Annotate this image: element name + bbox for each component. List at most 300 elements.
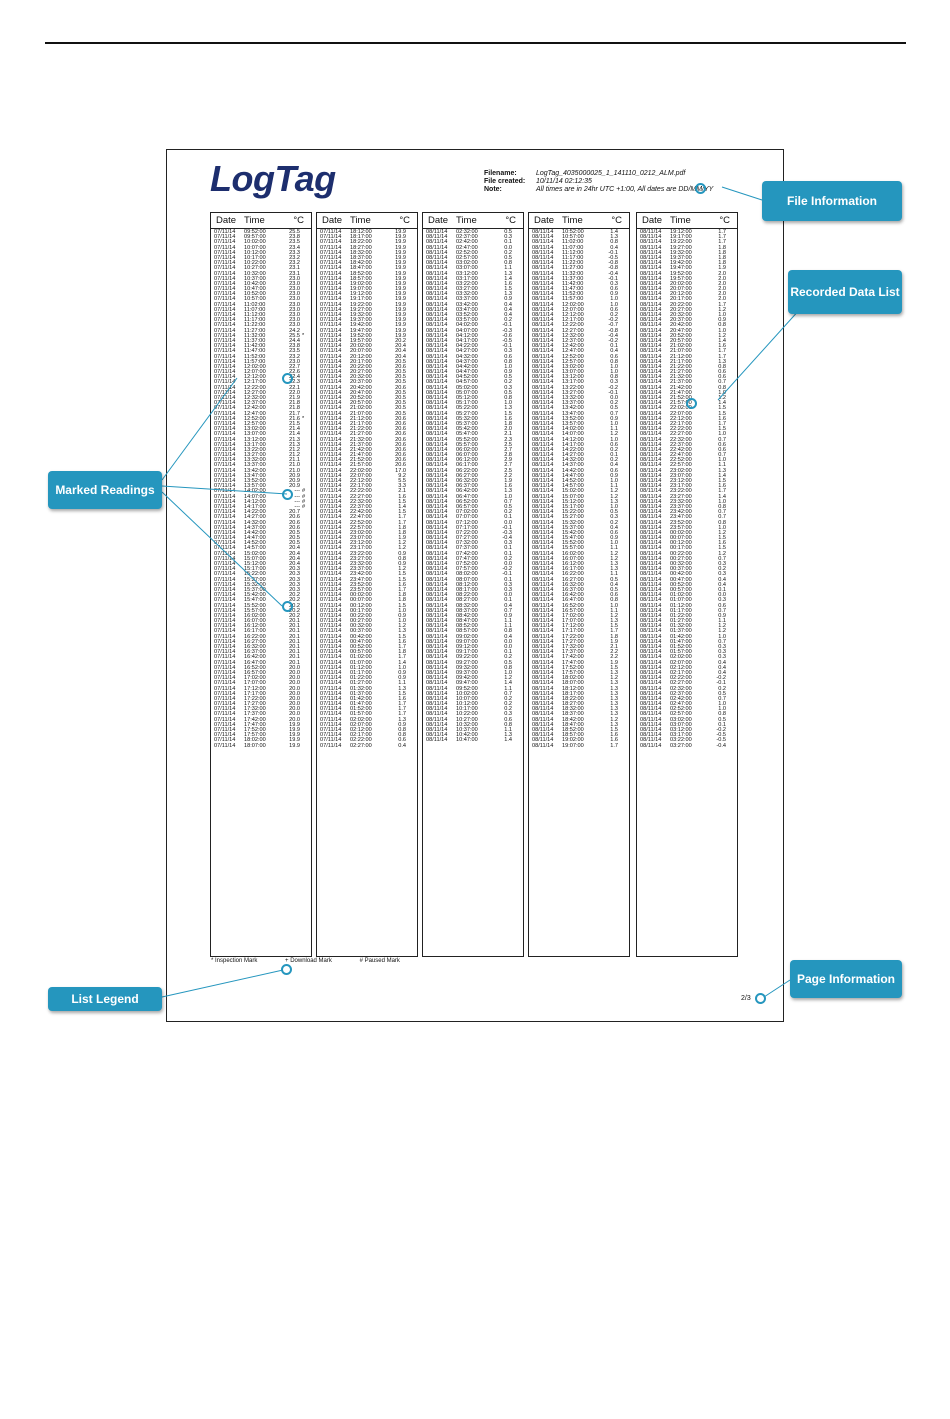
row-time: 22:12:00	[350, 478, 372, 484]
row-temperature: 1.0	[504, 669, 512, 676]
row-time: 14:02:00	[244, 488, 266, 495]
row-date: 07/11/14	[214, 431, 236, 438]
row-time: 16:37:00	[562, 586, 584, 593]
row-time: 02:42:00	[456, 239, 478, 246]
row-date: 07/11/14	[320, 509, 342, 516]
row-time: 04:52:00	[456, 374, 478, 381]
row-date: 07/11/14	[214, 301, 236, 308]
row-date: 08/11/14	[532, 644, 554, 650]
row-time: 06:57:00	[456, 503, 478, 510]
row-date: 08/11/14	[532, 607, 554, 614]
row-temperature: 1.2	[718, 628, 726, 635]
row-temperature: 1.5	[398, 690, 406, 697]
row-date: 08/11/14	[640, 426, 662, 433]
row-time: 15:47:00	[244, 597, 266, 604]
row-time: 13:32:00	[562, 395, 584, 401]
row-temperature: 1.8	[398, 592, 406, 599]
row-date: 07/11/14	[214, 395, 236, 401]
row-temperature: 0.1	[718, 721, 726, 728]
row-temperature: -0.5	[502, 337, 512, 344]
row-temperature: 19.9	[395, 322, 406, 329]
row-time: 04:12:00	[456, 332, 478, 339]
row-time: 18:07:00	[562, 680, 584, 687]
row-time: 02:47:00	[670, 701, 692, 708]
row-temperature: 20.6	[395, 457, 406, 464]
row-date: 08/11/14	[532, 602, 554, 609]
row-date: 07/11/14	[214, 706, 236, 713]
row-temperature: -0.8	[608, 265, 618, 272]
row-time: 03:02:00	[456, 260, 478, 267]
row-temperature: 1.7	[718, 301, 726, 308]
row-date: 08/11/14	[532, 301, 554, 308]
row-date: 08/11/14	[426, 483, 448, 490]
row-time: 13:07:00	[562, 369, 584, 376]
row-date: 08/11/14	[640, 706, 662, 713]
row-date: 07/11/14	[320, 592, 342, 599]
row-time: 01:52:00	[350, 706, 372, 713]
row-temperature: 0.6	[718, 602, 726, 609]
row-temperature: 20.0	[289, 716, 300, 723]
row-time: 14:32:00	[562, 457, 584, 464]
row-temperature: 20.1	[289, 638, 300, 645]
row-temperature: 20.6	[289, 524, 300, 531]
row-date: 08/11/14	[640, 675, 662, 682]
row-temperature: 21.2	[289, 446, 300, 453]
row-temperature: 20.5	[395, 400, 406, 407]
row-temperature: 1.0	[718, 389, 726, 396]
row-time: 19:07:00	[350, 286, 372, 293]
row-date: 07/11/14	[214, 296, 236, 303]
row-date: 08/11/14	[640, 659, 662, 666]
row-date: 08/11/14	[640, 618, 662, 625]
row-time: 07:37:00	[456, 545, 478, 552]
row-time: 00:47:00	[670, 576, 692, 583]
row-date: 08/11/14	[532, 483, 554, 490]
row-time: 03:22:00	[456, 280, 478, 287]
row-time: 20:02:00	[670, 280, 692, 287]
row-time: 16:42:00	[244, 654, 266, 661]
row-time: 01:52:00	[670, 644, 692, 650]
row-time: 13:52:00	[244, 478, 266, 484]
header-unit: °C	[293, 215, 304, 226]
row-temperature: 24.2	[289, 327, 300, 334]
row-time: 02:57:00	[670, 711, 692, 718]
row-date: 08/11/14	[640, 732, 662, 739]
row-temperature: 0.8	[504, 395, 512, 401]
row-time: 06:07:00	[456, 452, 478, 459]
row-time: 12:47:00	[562, 348, 584, 355]
row-time: 13:47:00	[562, 410, 584, 417]
row-temperature: 0.2	[504, 249, 512, 256]
row-time: 01:12:00	[350, 664, 372, 671]
row-date: 07/11/14	[320, 524, 342, 531]
row-time: 23:22:00	[670, 488, 692, 495]
row-time: 00:42:00	[670, 571, 692, 578]
row-temperature: 1.1	[610, 426, 618, 433]
row-date: 07/11/14	[214, 638, 236, 645]
row-temperature: 0.5	[504, 389, 512, 396]
row-date: 07/11/14	[214, 369, 236, 376]
row-temperature: 1.7	[718, 353, 726, 360]
row-temperature: 1.3	[610, 711, 618, 718]
row-date: 07/11/14	[320, 467, 342, 474]
row-date: 08/11/14	[426, 353, 448, 360]
row-time: 17:17:00	[244, 690, 266, 697]
row-time: 12:37:00	[562, 337, 584, 344]
row-time: 03:32:00	[456, 291, 478, 298]
row-temperature: 1.7	[398, 706, 406, 713]
row-temperature: 0.2	[504, 706, 512, 713]
row-time: 20:37:00	[350, 379, 372, 386]
row-time: 01:47:00	[670, 638, 692, 645]
row-date: 08/11/14	[532, 592, 554, 599]
row-time: 23:27:00	[670, 493, 692, 500]
row-time: 02:37:00	[670, 690, 692, 697]
row-temperature: 0.5	[504, 229, 512, 235]
row-temperature: 1.1	[610, 571, 618, 578]
row-time: 03:17:00	[670, 732, 692, 739]
row-temperature: 0.9	[610, 535, 618, 542]
row-temperature: 22.0	[289, 389, 300, 396]
row-temperature: 1.5	[610, 623, 618, 630]
row-date: 08/11/14	[426, 280, 448, 287]
row-time: 22:37:00	[350, 503, 372, 510]
row-date: 07/11/14	[320, 607, 342, 614]
row-date: 08/11/14	[532, 576, 554, 583]
row-temperature: 1.4	[398, 503, 406, 510]
row-time: 20:02:00	[350, 343, 372, 350]
row-date: 08/11/14	[426, 685, 448, 692]
row-date: 08/11/14	[426, 638, 448, 645]
row-date: 08/11/14	[532, 317, 554, 324]
row-time: 07:57:00	[456, 566, 478, 573]
row-temperature: 1.0	[398, 607, 406, 614]
row-temperature: 0.1	[504, 514, 512, 521]
row-time: 11:47:00	[244, 348, 266, 355]
row-time: 05:07:00	[456, 389, 478, 396]
row-temperature: 1.3	[610, 690, 618, 697]
row-time: 14:32:00	[244, 519, 266, 526]
row-temperature: 1.0	[504, 363, 512, 370]
row-time: 18:17:00	[350, 234, 372, 241]
row-time: 19:27:00	[670, 244, 692, 251]
row-temperature: 2.1	[504, 431, 512, 438]
row-temperature: 20.4	[395, 343, 406, 350]
row-temperature: 0.0	[504, 244, 512, 251]
row-time: 02:12:00	[350, 727, 372, 733]
row-temperature: 20.9	[289, 483, 300, 490]
row-date: 08/11/14	[426, 389, 448, 396]
row-temperature: 0.6	[610, 467, 618, 474]
row-temperature: 1.2	[718, 529, 726, 536]
row-time: 14:12:00	[562, 436, 584, 443]
row-temperature: 0.0	[504, 519, 512, 526]
row-temperature: 0.4	[718, 659, 726, 666]
leader-marked-2	[162, 483, 287, 494]
row-time: 12:57:00	[562, 358, 584, 365]
row-date: 08/11/14	[532, 462, 554, 469]
row-temperature: -0.7	[608, 322, 618, 329]
row-mark: #	[302, 488, 306, 495]
row-date: 08/11/14	[426, 457, 448, 464]
row-time: 11:07:00	[562, 244, 584, 251]
row-time: 13:47:00	[244, 472, 266, 479]
row-time: 15:02:00	[562, 488, 584, 495]
row-temperature: 0.7	[718, 638, 726, 645]
row-date: 07/11/14	[214, 685, 236, 692]
row-date: 07/11/14	[320, 612, 342, 619]
row-temperature: 2.2	[504, 472, 512, 479]
row-temperature: 23.3	[289, 249, 300, 256]
row-temperature: 19.9	[395, 265, 406, 272]
row-date: 07/11/14	[320, 322, 342, 329]
row-temperature: 20.6	[395, 420, 406, 427]
row-date: 08/11/14	[532, 239, 554, 246]
row-time: 05:12:00	[456, 395, 478, 401]
row-time: 15:32:00	[562, 519, 584, 526]
row-time: 00:57:00	[350, 649, 372, 656]
row-date: 07/11/14	[320, 695, 342, 702]
row-time: 17:07:00	[244, 680, 266, 687]
row-temperature: 22.6	[289, 369, 300, 376]
row-time: 13:32:00	[244, 457, 266, 464]
row-temperature: 23.0	[289, 296, 300, 303]
row-time: 03:22:00	[670, 737, 692, 744]
row-time: 12:27:00	[244, 389, 266, 396]
row-temperature: 20.1	[289, 649, 300, 656]
row-temperature: -0.1	[502, 343, 512, 350]
row-time: 00:12:00	[670, 540, 692, 547]
row-date: 08/11/14	[640, 280, 662, 287]
row-temperature: 19.9	[289, 732, 300, 739]
row-date: 08/11/14	[532, 436, 554, 443]
row-time: 17:07:00	[562, 618, 584, 625]
row-date: 08/11/14	[640, 317, 662, 324]
row-date: 07/11/14	[320, 519, 342, 526]
row-date: 08/11/14	[640, 260, 662, 267]
row-time: 09:42:00	[456, 675, 478, 682]
row-time: 22:02:00	[670, 405, 692, 412]
row-temperature: 0.0	[610, 395, 618, 401]
row-time: 14:22:00	[562, 446, 584, 453]
row-date: 07/11/14	[214, 503, 236, 510]
row-temperature: 20.5	[395, 395, 406, 401]
row-time: 00:52:00	[670, 581, 692, 588]
row-temperature: 0.9	[718, 612, 726, 619]
row-date: 08/11/14	[532, 249, 554, 256]
row-date: 08/11/14	[426, 337, 448, 344]
row-time: 10:57:00	[244, 296, 266, 303]
row-date: 08/11/14	[640, 389, 662, 396]
row-date: 08/11/14	[640, 597, 662, 604]
row-temperature: 20.1	[289, 659, 300, 666]
row-temperature: 0.8	[504, 721, 512, 728]
row-temperature: 23.0	[289, 358, 300, 365]
row-temperature: 2.7	[504, 462, 512, 469]
row-temperature: 20.9	[289, 472, 300, 479]
row-time: 16:22:00	[244, 633, 266, 640]
row-time: 14:22:00	[244, 509, 266, 516]
row-date: 07/11/14	[214, 405, 236, 412]
row-time: 00:37:00	[350, 628, 372, 635]
row-date: 07/11/14	[320, 291, 342, 298]
row-temperature: 20.6	[395, 426, 406, 433]
row-date: 08/11/14	[640, 737, 662, 744]
row-temperature: 1.3	[610, 561, 618, 567]
row-time: 15:12:00	[244, 561, 266, 567]
row-time: 16:57:00	[562, 607, 584, 614]
row-date: 07/11/14	[320, 555, 342, 562]
row-date: 07/11/14	[320, 633, 342, 640]
row-temperature: 1.8	[398, 529, 406, 536]
row-temperature: -0.2	[716, 727, 726, 733]
row-time: 02:47:00	[456, 244, 478, 251]
row-time: 20:12:00	[350, 353, 372, 360]
row-date: 08/11/14	[640, 571, 662, 578]
row-temperature: 22.3	[289, 379, 300, 386]
row-temperature: 1.7	[398, 654, 406, 661]
row-time: 02:22:00	[670, 675, 692, 682]
row-temperature: 2.1	[610, 644, 618, 650]
row-time: 18:32:00	[562, 706, 584, 713]
row-time: 12:12:00	[244, 374, 266, 381]
row-date: 08/11/14	[426, 265, 448, 272]
row-temperature: 20.5	[395, 374, 406, 381]
row-time: 10:47:00	[456, 737, 478, 744]
row-time: 21:52:00	[670, 395, 692, 401]
row-time: 17:22:00	[562, 633, 584, 640]
row-temperature: 20.2	[289, 612, 300, 619]
row-date: 08/11/14	[640, 312, 662, 318]
row-time: 22:07:00	[350, 472, 372, 479]
row-date: 07/11/14	[320, 249, 342, 256]
row-time: 17:37:00	[562, 649, 584, 656]
row-date: 08/11/14	[640, 369, 662, 376]
row-time: 20:12:00	[670, 291, 692, 298]
row-time: 03:07:00	[456, 265, 478, 272]
row-temperature: 1.8	[398, 597, 406, 604]
row-time: 13:37:00	[562, 400, 584, 407]
row-date: 08/11/14	[640, 649, 662, 656]
row-temperature: -0.3	[502, 327, 512, 334]
row-time: 10:27:00	[456, 716, 478, 723]
row-time: 01:37:00	[670, 628, 692, 635]
row-temperature: 0.2	[504, 695, 512, 702]
row-date: 08/11/14	[426, 509, 448, 516]
row-time: 04:37:00	[456, 358, 478, 365]
row-temperature: 2.5	[504, 441, 512, 448]
row-date: 08/11/14	[532, 229, 554, 235]
row-date: 07/11/14	[320, 540, 342, 547]
row-temperature: 2.5	[504, 467, 512, 474]
row-temperature: -0.2	[608, 337, 618, 344]
row-temperature: 0.2	[610, 312, 618, 318]
row-time: 18:37:00	[350, 254, 372, 261]
row-date: 08/11/14	[532, 509, 554, 516]
row-date: 07/11/14	[214, 327, 236, 334]
row-temperature: 0.2	[610, 400, 618, 407]
row-temperature: 1.3	[504, 405, 512, 412]
row-temperature: -0.1	[608, 389, 618, 396]
row-date: 07/11/14	[320, 420, 342, 427]
row-date: 08/11/14	[426, 229, 448, 235]
row-time: 07:52:00	[456, 561, 478, 567]
row-date: 07/11/14	[320, 337, 342, 344]
row-time: 11:07:00	[244, 306, 266, 313]
row-temperature: 1.3	[610, 685, 618, 692]
row-time: 16:12:00	[244, 623, 266, 630]
row-date: 08/11/14	[640, 540, 662, 547]
row-temperature: 0.9	[610, 291, 618, 298]
row-time: 00:32:00	[350, 623, 372, 630]
row-time: 16:02:00	[244, 612, 266, 619]
row-date: 08/11/14	[426, 690, 448, 697]
row-time: 15:07:00	[244, 555, 266, 562]
row-date: 08/11/14	[532, 265, 554, 272]
row-time: 02:22:00	[350, 737, 372, 744]
row-temperature: 0.2	[504, 654, 512, 661]
row-date: 07/11/14	[214, 389, 236, 396]
row-date: 07/11/14	[320, 685, 342, 692]
row-temperature: 1.6	[718, 540, 726, 547]
row-temperature: 1.3	[504, 270, 512, 277]
row-time: 13:27:00	[562, 389, 584, 396]
header-time: Time	[350, 215, 371, 226]
header-unit: °C	[505, 215, 516, 226]
row-temperature: 0.6	[610, 441, 618, 448]
row-time: 21:07:00	[350, 410, 372, 417]
row-temperature: 0.4	[610, 244, 618, 251]
row-date: 07/11/14	[320, 312, 342, 318]
row-time: 14:57:00	[562, 483, 584, 490]
row-date: 07/11/14	[214, 602, 236, 609]
row-time: 17:02:00	[244, 675, 266, 682]
row-temperature: 1.0	[610, 436, 618, 443]
row-temperature: -0.5	[716, 732, 726, 739]
row-time: 00:27:00	[350, 618, 372, 625]
row-date: 08/11/14	[426, 488, 448, 495]
row-time: 16:07:00	[244, 618, 266, 625]
callout-file-information: File Information	[762, 181, 902, 221]
row-date: 07/11/14	[320, 296, 342, 303]
row-date: 08/11/14	[426, 327, 448, 334]
row-temperature: 1.0	[610, 420, 618, 427]
row-date: 07/11/14	[214, 711, 236, 718]
row-time: 17:37:00	[244, 711, 266, 718]
row-time: 12:42:00	[244, 405, 266, 412]
row-time: 22:52:00	[350, 519, 372, 526]
row-time: 17:57:00	[562, 669, 584, 676]
row-time: 04:22:00	[456, 343, 478, 350]
row-time: 18:22:00	[350, 239, 372, 246]
row-mark: #	[302, 498, 306, 505]
row-date: 07/11/14	[214, 654, 236, 661]
row-temperature: 23.1	[289, 270, 300, 277]
row-time: 01:42:00	[670, 633, 692, 640]
row-time: 13:42:00	[244, 467, 266, 474]
page-info-marker	[755, 993, 766, 1004]
row-date: 07/11/14	[320, 690, 342, 697]
row-date: 08/11/14	[640, 493, 662, 500]
row-date: 07/11/14	[214, 519, 236, 526]
row-date: 08/11/14	[532, 363, 554, 370]
row-date: 07/11/14	[320, 727, 342, 733]
row-temperature: 0.2	[610, 519, 618, 526]
row-time: 10:37:00	[244, 275, 266, 282]
row-time: 20:32:00	[670, 312, 692, 318]
row-time: 23:02:00	[350, 529, 372, 536]
row-time: 08:17:00	[456, 586, 478, 593]
